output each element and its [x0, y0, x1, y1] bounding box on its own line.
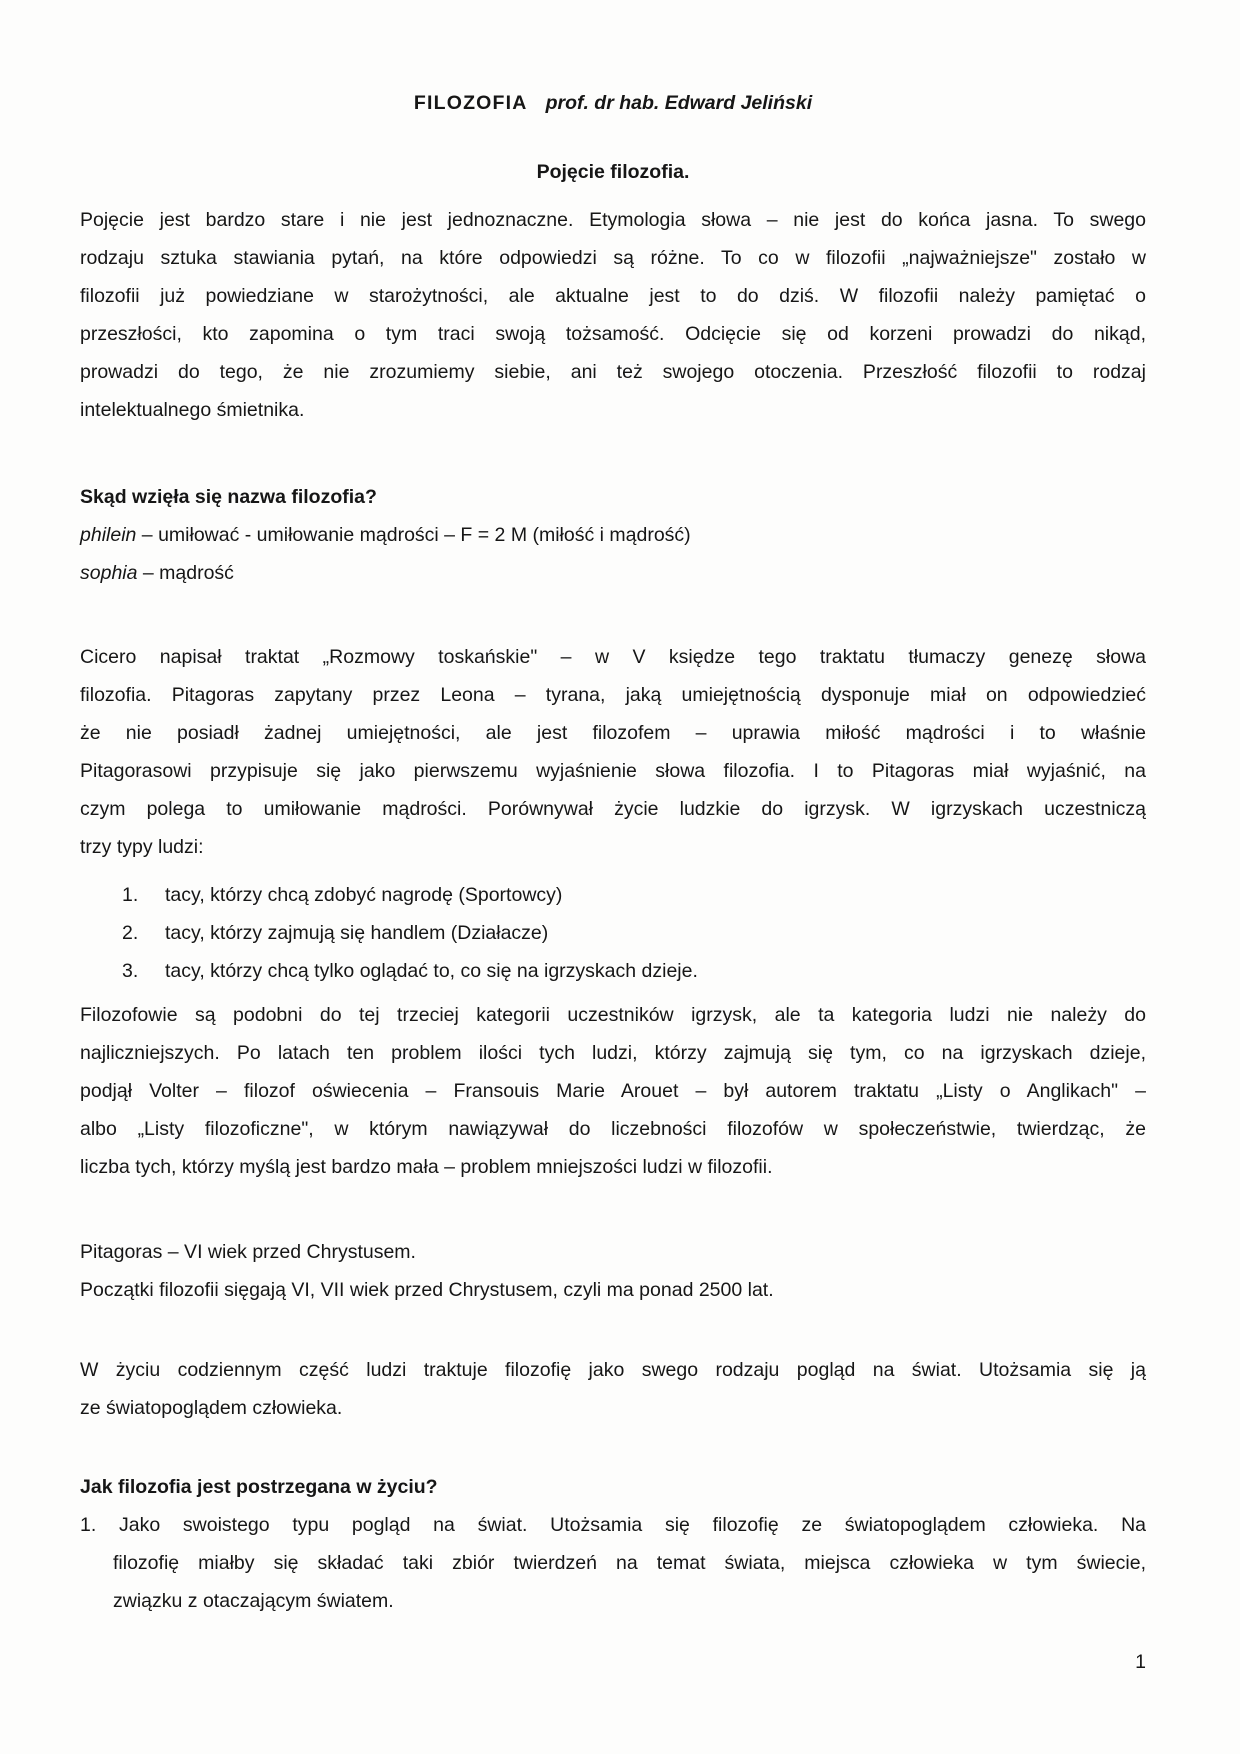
list-marker: 1. — [122, 884, 139, 906]
pitagoras-date-line: Pitagoras – VI wiek przed Chrystusem. — [80, 1241, 416, 1263]
games-list — [80, 876, 1146, 990]
list-item-text: tacy, którzy zajmują się handlem (Działacze) — [165, 922, 549, 944]
term-sophia: sophia — [80, 562, 138, 584]
list-item-text: tacy, którzy chcą tylko oglądać to, co się na igrzyskach dzieje. — [165, 960, 698, 982]
text-line: albo „Listy filozoficzne", w którym nawiązywał do liczebności filozofów w społeczeństwie, twierdząc, że — [80, 1118, 1146, 1140]
list-marker: 2. — [122, 922, 139, 944]
text-line: filozofii już powiedziane w starożytności, ale aktualne jest to do dziś. W filozofii należy pamiętać o — [80, 285, 1146, 307]
text-line: Pitagorasowi przypisuje się jako pierwszemu wyjaśnienie słowa filozofia. I to Pitagoras miał wyjaśnić, na — [80, 760, 1146, 782]
list-item — [80, 952, 1146, 990]
text-line: W życiu codziennym część ludzi traktuje filozofię jako swego rodzaju pogląd na świat. Utożsamia się ją — [80, 1359, 1146, 1381]
text-line: podjął Volter – filozof oświecenia – Fransouis Marie Arouet – był autorem traktatu „Listy o Anglikach" – — [80, 1080, 1146, 1102]
page-number: 1 — [1135, 1651, 1146, 1673]
paragraph-cicero — [80, 638, 1146, 866]
list-item — [80, 914, 1146, 952]
text-line: filozofia. Pitagoras zapytany przez Leona – tyrana, jaką umiejętnością dysponuje miał on odpowiedzieć — [80, 684, 1146, 706]
text-line: Filozofowie są podobni do tej trzeciej kategorii uczestników igrzysk, ale ta kategoria ludzi nie należy do — [80, 1004, 1146, 1026]
list-marker: 3. — [122, 960, 139, 982]
text-line: intelektualnego śmietnika. — [80, 399, 305, 421]
text-line: przeszłości, kto zapomina o tym traci swoją tożsamość. Odcięcie się od korzeni prowadzi do nikąd, — [80, 323, 1146, 345]
text-line: 1. Jako swoistego typu pogląd na świat. Utożsamia się filozofię ze światopoglądem człowieka. Na — [80, 1514, 1146, 1536]
section-heading-perception: Jak filozofia jest postrzegana w życiu? — [80, 1476, 438, 1498]
lecturer-name: prof. dr hab. Edward Jeliński — [545, 92, 813, 114]
text-line: Cicero napisał traktat „Rozmowy toskańskie" – w V księdze tego traktatu tłumaczy genezę słowa — [80, 646, 1146, 668]
text-line: że nie posiadł żadnej umiejętności, ale jest filozofem – uprawia miłość mądrości i to właśnie — [80, 722, 1146, 744]
course-title: FILOZOFIA — [413, 92, 528, 114]
section-heading-pojecie: Pojęcie filozofia. — [536, 161, 690, 183]
text-line: prowadzi do tego, że nie zrozumiemy siebie, ani też swojego otoczenia. Przeszłość filozofii to rodzaj — [80, 361, 1146, 383]
text-line: najliczniejszych. Po latach ten problem ilości tych ludzi, którzy zajmują się tym, co na igrzyskach dzieje, — [80, 1042, 1146, 1064]
text-line: filozofię miałby się składać taki zbiór twierdzeń na temat świata, miejsca człowieka w tym świecie, — [113, 1552, 1146, 1574]
philein-definition — [80, 516, 1146, 554]
list-item — [80, 876, 1146, 914]
text-line: ze światopoglądem człowieka. — [80, 1397, 343, 1419]
philein-definition-text: – umiłować - umiłowanie mądrości – F = 2 M (miłość i mądrość) — [136, 524, 691, 546]
sophia-definition-text: – mądrość — [137, 562, 234, 584]
text-line: czym polega to umiłowanie mądrości. Porównywał życie ludzkie do igrzysk. W igrzyskach uczestniczą — [80, 798, 1146, 820]
term-philein: philein — [80, 524, 137, 546]
text-line: rodzaju sztuka stawiania pytań, na które odpowiedzi są różne. To co w filozofii „najważniejsze" zostało w — [80, 247, 1146, 269]
philosophy-origins-line: Początki filozofii sięgają VI, VII wiek przed Chrystusem, czyli ma ponad 2500 lat. — [80, 1279, 774, 1301]
text-line: trzy typy ludzi: — [80, 836, 204, 858]
text-line: związku z otaczającym światem. — [113, 1590, 394, 1612]
section-heading-etymology: Skąd wzięła się nazwa filozofia? — [80, 486, 377, 508]
text-line: liczba tych, którzy myślą jest bardzo mała – problem mniejszości ludzi w filozofii. — [80, 1156, 773, 1178]
paragraph-worldview — [80, 1351, 1146, 1427]
list-item-text: tacy, którzy chcą zdobyć nagrodę (Sportowcy) — [165, 884, 563, 906]
paragraph-philosophers — [80, 996, 1146, 1186]
paragraph-perception-point1 — [80, 1506, 1146, 1620]
document-title — [80, 84, 1146, 122]
paragraph-intro — [80, 201, 1146, 429]
text-line: Pojęcie jest bardzo stare i nie jest jednoznaczne. Etymologia słowa – nie jest do końca jasna. To swego — [80, 209, 1146, 231]
sophia-definition — [80, 554, 1146, 592]
